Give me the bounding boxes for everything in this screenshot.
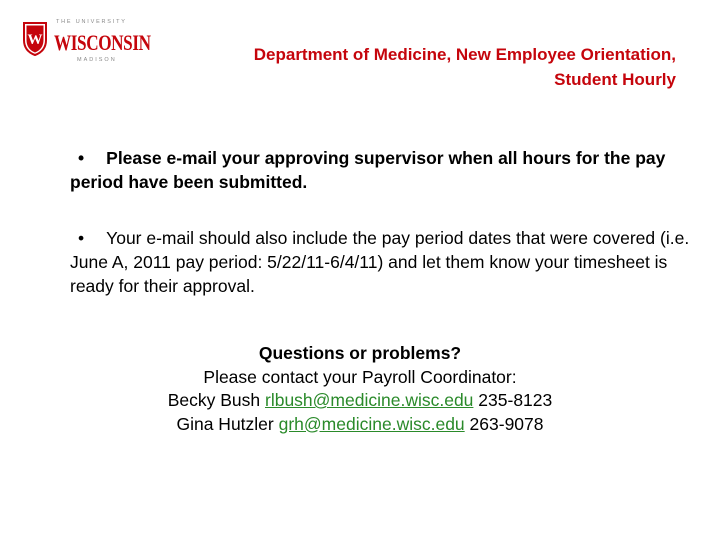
contact-person-2 bbox=[0, 413, 720, 437]
bullet-text-start: Please e-mail your approving supervisor when all hours for bbox=[106, 148, 600, 168]
contact-phone: 263-9078 bbox=[469, 413, 544, 434]
logo-wordmark: WISCONSIN bbox=[54, 30, 151, 55]
title-line-2: Student Hourly bbox=[554, 70, 676, 89]
logo-bottom-text: MADISON bbox=[77, 57, 117, 63]
page-title bbox=[116, 42, 676, 92]
contact-person-1 bbox=[0, 389, 720, 413]
email-link[interactable]: rlbush@medicine.wisc.edu bbox=[265, 390, 474, 410]
bullet-text-start: Your e-mail should also include the pay period dates that were bbox=[106, 228, 589, 248]
contact-heading: Questions or problems? bbox=[258, 343, 462, 363]
contact-phone: 235-8123 bbox=[478, 390, 553, 410]
contact-name: Becky Bush bbox=[167, 390, 261, 410]
crest-letter: W bbox=[27, 32, 43, 48]
email-link[interactable]: grh@medicine.wisc.edu bbox=[278, 413, 465, 434]
contact-intro: Please contact your Payroll Coordinator: bbox=[203, 366, 517, 387]
bullet-text-rest: the pay period have been submitted. bbox=[70, 148, 666, 192]
contact-block bbox=[0, 342, 720, 436]
contact-name: Gina Hutzler bbox=[176, 413, 274, 434]
bullet-text-rest: covered (i.e. June A, 2011 pay period: 5/22/11-6/4/11) and let them know your timesheet is ready for their approval. bbox=[70, 228, 690, 296]
crest-icon bbox=[22, 20, 48, 56]
bullet-item-1 bbox=[70, 146, 690, 194]
bullet-item-2 bbox=[70, 226, 690, 298]
title-line-1: Department of Medicine, New Employee Orientation, bbox=[253, 45, 676, 64]
logo-top-text: THE UNIVERSITY bbox=[56, 19, 127, 25]
bullet-marker: • bbox=[78, 148, 85, 168]
bullet-marker: • bbox=[78, 228, 85, 248]
